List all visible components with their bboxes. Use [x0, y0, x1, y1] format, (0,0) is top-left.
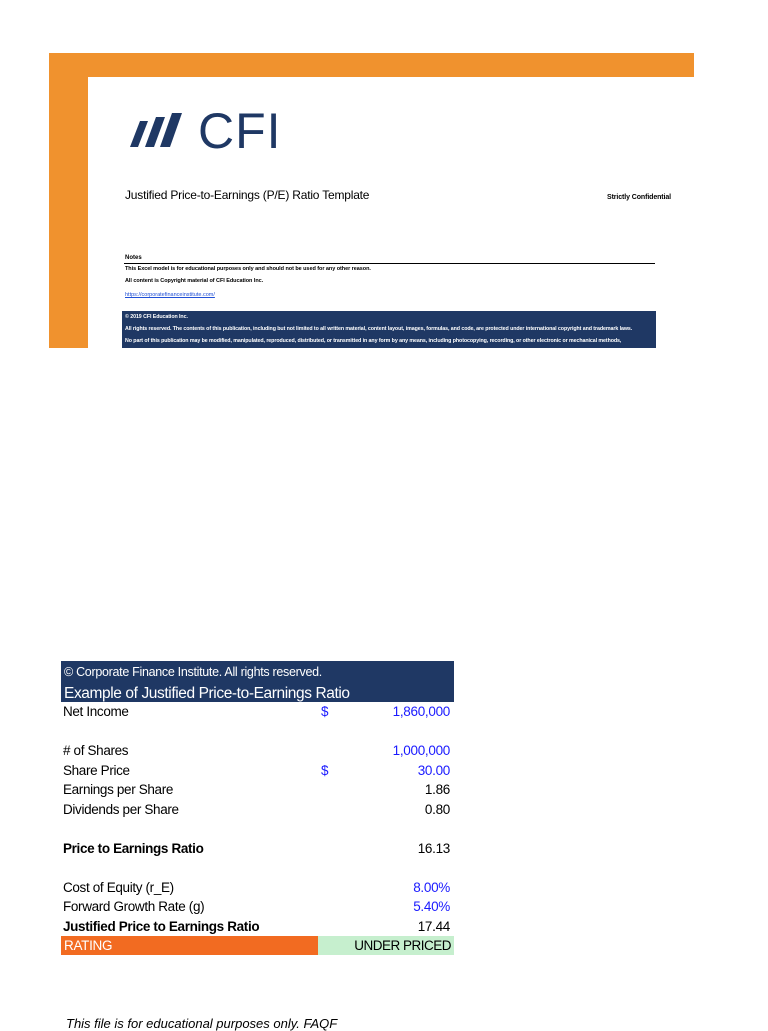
logo-text: CFI — [198, 103, 282, 159]
net-income-value[interactable]: 1,860,000 — [392, 704, 450, 719]
shares-value[interactable]: 1,000,000 — [392, 743, 450, 758]
growth-rate-value[interactable]: 5.40% — [413, 899, 450, 914]
rating-value: UNDER PRICED — [318, 936, 454, 955]
spacer-row — [61, 858, 454, 878]
row-label: Share Price — [63, 762, 130, 778]
row-label: Cost of Equity (r_E) — [63, 879, 174, 895]
row-label: Price to Earnings Ratio — [63, 840, 204, 856]
note-copyright: All content is Copyright material of CFI Education Inc. — [125, 278, 264, 284]
cost-of-equity-value[interactable]: 8.00% — [413, 879, 450, 895]
justified-pe-value: 17.44 — [417, 918, 450, 934]
row-label: Earnings per Share — [63, 782, 174, 797]
row-justified-pe — [61, 917, 454, 937]
row-eps — [61, 780, 454, 800]
row-shares — [61, 741, 454, 761]
notes-divider — [124, 263, 655, 264]
cfi-stripes-icon — [128, 113, 190, 149]
confidential-label: Strictly Confidential — [607, 194, 672, 201]
cover-page — [88, 77, 694, 348]
currency-symbol: $ — [321, 762, 329, 778]
row-label: Dividends per Share — [63, 801, 179, 817]
row-net-income — [61, 702, 454, 722]
note-educational: This Excel model is for educational purposes only and should not be used for any other reason. — [125, 266, 371, 272]
copyright-box — [122, 311, 656, 348]
copyright-line: No part of this publication may be modified, manipulated, reproduced, distributed, or transmitted in any form by any means, including photocopying, recording, or other electronic or mechanical methods, — [125, 338, 622, 344]
spacer-row — [61, 722, 454, 742]
pe-ratio-value: 16.13 — [417, 840, 450, 856]
row-pe-ratio — [61, 839, 454, 859]
pe-ratio-table — [61, 661, 454, 955]
footer-note: This file is for educational purposes only. FAQF — [66, 1016, 338, 1031]
spacer-row — [61, 819, 454, 839]
row-share-price — [61, 761, 454, 781]
row-label: # of Shares — [63, 743, 129, 758]
dps-value: 0.80 — [424, 801, 450, 817]
share-price-value[interactable]: 30.00 — [417, 762, 450, 778]
row-label: Forward Growth Rate (g) — [63, 899, 205, 914]
document-title: Justified Price-to-Earnings (P/E) Ratio Template — [125, 188, 370, 202]
sheet-title: Example of Justified Price-to-Earnings Ratio — [61, 684, 454, 702]
row-growth-rate — [61, 897, 454, 917]
row-cost-of-equity — [61, 878, 454, 898]
row-label: Net Income — [63, 704, 129, 719]
cfi-logo — [128, 103, 282, 159]
cfi-website-link[interactable]: https://corporatefinanceinstitute.com/ — [125, 292, 215, 298]
copyright-line: © 2019 CFI Education Inc. — [125, 314, 188, 320]
rating-label: RATING — [61, 936, 318, 955]
row-dps — [61, 800, 454, 820]
copyright-line: All rights reserved. The contents of this publication, including but not limited to all written material, content layout, images, formulas, and code, are protected under international copyright and trademark laws. — [125, 326, 633, 332]
eps-value: 1.86 — [424, 782, 450, 797]
row-rating — [61, 936, 454, 955]
row-label: Justified Price to Earnings Ratio — [63, 918, 260, 934]
currency-symbol: $ — [321, 704, 329, 719]
sheet-copyright: © Corporate Finance Institute. All rights reserved. — [61, 661, 454, 684]
notes-label: Notes — [125, 255, 142, 261]
